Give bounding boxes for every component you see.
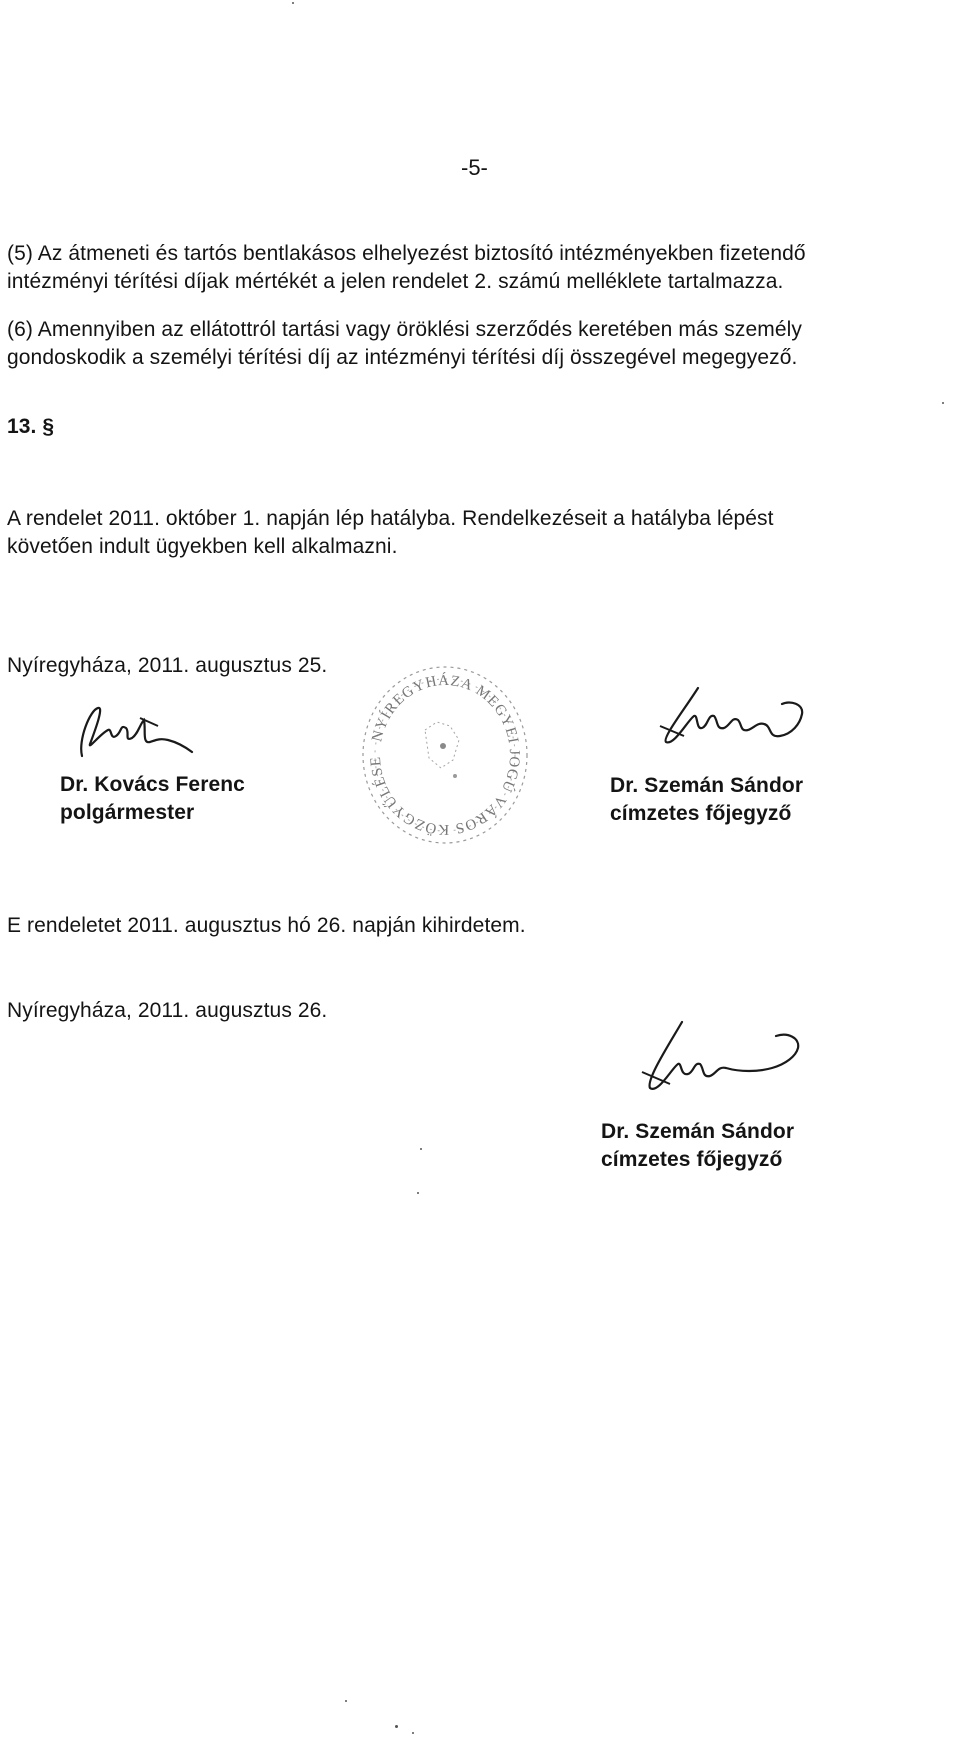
scan-speck xyxy=(395,1725,398,1728)
svg-text:NYÍREGYHÁZA MEGYEI JOGÚ VÁROS: NYÍREGYHÁZA MEGYEI JOGÚ VÁROS KÖZGYŰLÉSE xyxy=(367,672,523,838)
scan-speck xyxy=(942,402,944,404)
scan-speck xyxy=(417,1192,419,1194)
scan-speck xyxy=(292,2,294,4)
mayor-title: polgármester xyxy=(60,801,195,824)
scan-speck xyxy=(412,1732,414,1734)
mayor-signature xyxy=(60,700,200,760)
place-date-1: Nyíregyháza, 2011. augusztus 25. xyxy=(7,654,328,677)
bottom-notary-signature xyxy=(620,1018,820,1098)
official-stamp xyxy=(355,660,535,850)
paragraph-6-line-1: (6) Amennyiben az ellátottról tartási vagy öröklési szerződés keretében más személy xyxy=(7,318,802,341)
place-date-2: Nyíregyháza, 2011. augusztus 26. xyxy=(7,999,328,1022)
paragraph-5-line-1: (5) Az átmeneti és tartós bentlakásos elhelyezést biztosító intézményekben fizetendő xyxy=(7,242,806,265)
notary-title: címzetes főjegyző xyxy=(610,802,792,825)
bottom-notary-title: címzetes főjegyző xyxy=(601,1148,783,1171)
notary-signature xyxy=(640,680,840,750)
mayor-name: Dr. Kovács Ferenc xyxy=(60,773,245,796)
section-text-line-2: követően indult ügyekben kell alkalmazni. xyxy=(7,535,398,558)
paragraph-5-line-2: intézményi térítési díjak mértékét a jelen rendelet 2. számú melléklete tartalmazza. xyxy=(7,270,784,293)
page-number: -5- xyxy=(461,155,488,180)
announcement: E rendeletet 2011. augusztus hó 26. napján kihirdetem. xyxy=(7,914,526,937)
scan-speck xyxy=(420,1148,422,1150)
section-text-line-1: A rendelet 2011. október 1. napján lép hatályba. Rendelkezéseit a hatályba lépést xyxy=(7,507,774,530)
notary-name: Dr. Szemán Sándor xyxy=(610,774,804,797)
scan-speck xyxy=(345,1700,347,1702)
bottom-notary-name: Dr. Szemán Sándor xyxy=(601,1120,795,1143)
paragraph-6-line-2: gondoskodik a személyi térítési díj az intézményi térítési díj összegével megegyező. xyxy=(7,346,798,369)
section-heading: 13. § xyxy=(7,415,55,438)
